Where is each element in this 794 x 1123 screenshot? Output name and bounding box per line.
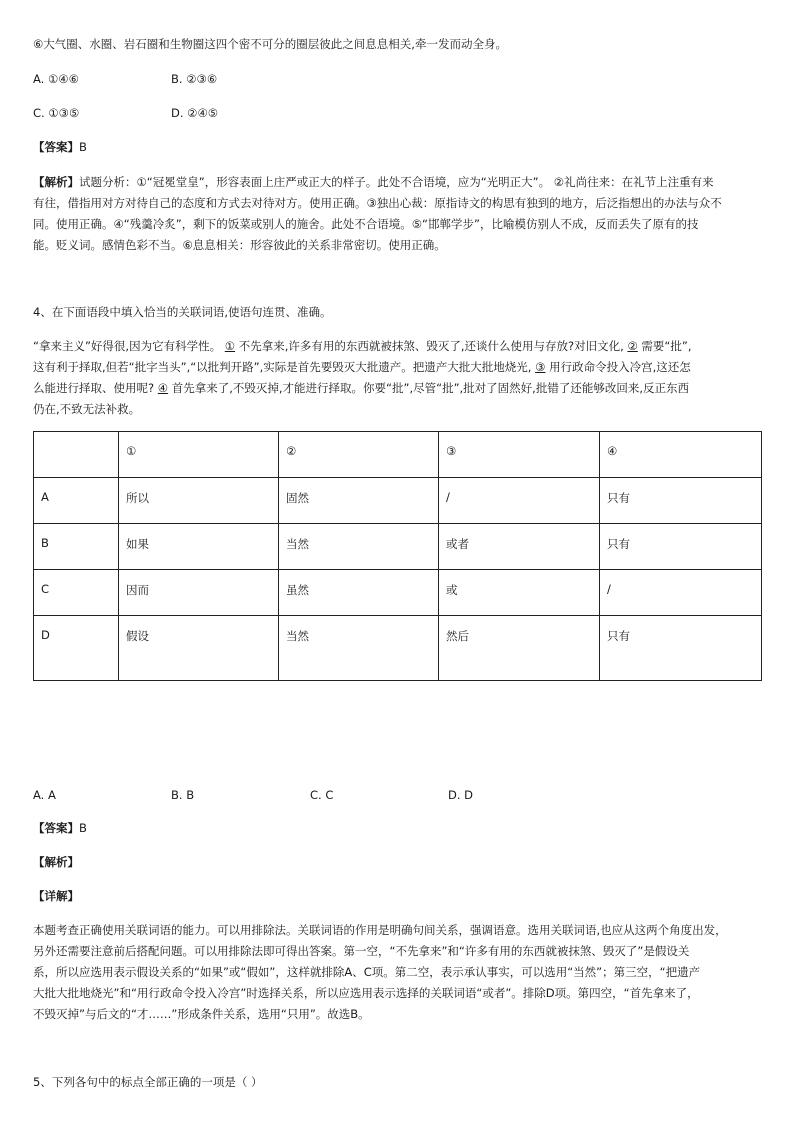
q4-blank-2: ② <box>627 339 638 353</box>
q3-option-a: A. ①④⑥ <box>33 72 79 86</box>
table-row <box>34 478 762 524</box>
q4-passage-text-3: 需要“批”, <box>641 339 692 353</box>
table-cell: D <box>34 616 119 681</box>
table-cell: 所以 <box>119 478 279 524</box>
table-cell: 固然 <box>279 478 439 524</box>
q4-passage-line-1 <box>33 338 691 354</box>
q4-detail-line-3: 系，所以应选用表示假设关系的“如果”或“假如”，这样就排除A、C项。第二空，表示承认事实，可以选用“当然”；第三空，“把遗产 <box>33 965 701 979</box>
q3-analysis-line-3: 同。使用正确。④“残羹冷炙”，剩下的饭菜或别人的施舍。此处不合语境。⑤“邯郸学步”，比喻模仿别人不成，反而丢失了原有的技 <box>33 217 699 231</box>
q3-analysis-line-4: 能。贬义词。感情色彩不当。⑥息息相关：形容彼此的关系非常密切。使用正确。 <box>33 238 446 252</box>
q4-option-c: C. C <box>310 788 334 802</box>
table-header-cell: ③ <box>439 432 600 478</box>
q3-option-c: C. ①③⑤ <box>33 106 80 120</box>
q3-option-b: B. ②③⑥ <box>171 72 218 86</box>
q4-answer-value: B <box>79 821 87 835</box>
q4-detail-line-4: 大批大批地烧光”和“用行政命令投入冷宫”时选择关系，所以应选用表示选择的关联词语“或者”。排除D项。第四空，“首先拿来了， <box>33 986 699 1000</box>
q3-item-6: ⑥大气圈、水圈、岩石圈和生物圈这四个密不可分的圈层彼此之间息息相关,牵一发而动全身。 <box>33 37 507 51</box>
q4-detail-line-5: 不毁灭掉”与后文的“才……”形成条件关系，选用“只用”。故选B。 <box>33 1007 370 1021</box>
table-header-cell: ② <box>279 432 439 478</box>
table-cell: A <box>34 478 119 524</box>
table-header-cell: ④ <box>600 432 762 478</box>
q4-detail-line-2: 另外还需要注意前后搭配问题。可以用排除法即可得出答案。第一空，“不先拿来”和“许多有用的东西就被抹煞、毁灭了”是假设关 <box>33 944 690 958</box>
q4-blank-1: ① <box>224 339 236 353</box>
table-cell: 当然 <box>279 524 439 570</box>
q4-passage-text-4: 这有利于择取,但若“批字当头”,“以批判开路”,实际是首先要毁灭大批遗产。把遗产大批大批地烧光, <box>33 360 532 374</box>
q4-passage-text-5: 用行政命令投入冷宫,这还怎 <box>549 360 691 374</box>
q4-detail-line-1: 本题考查正确使用关联词语的能力。可以用排除法。关联词语的作用是明确句间关系，强调语意。选用关联词语,也应从这两个角度出发， <box>33 923 727 937</box>
table-header-cell: ① <box>119 432 279 478</box>
q4-passage-text-7: 首先拿来了,不毁灭掉,才能进行择取。你要“批”,尽管“批”,批对了固然好,批错了还能够改回来,反正东西 <box>171 381 689 395</box>
q4-analysis-tag: 【解析】 <box>33 855 79 869</box>
q4-blank-3: ③ <box>535 360 546 374</box>
q5-stem: 5、下列各句中的标点全部正确的一项是（ ） <box>33 1075 263 1089</box>
table-cell: 或 <box>439 570 600 616</box>
q4-answer <box>33 820 87 836</box>
q4-passage-text-2: 不先拿来,许多有用的东西就被抹煞、毁灭了,还谈什么使用与存放?对旧文化, <box>238 339 624 353</box>
q3-option-d: D. ②④⑤ <box>171 106 219 120</box>
q3-analysis-line-2: 有往，借指用对方对待自己的态度和方式去对待对方。使用正确。③独出心裁：原指诗文的构思有独到的地方，后泛指想出的办法与众不 <box>33 196 722 210</box>
table-cell: 因而 <box>119 570 279 616</box>
q3-analysis-tag: 【解析】 <box>33 175 79 189</box>
q4-passage-text-1: “拿来主义”好得很,因为它有科学性。 <box>33 339 222 353</box>
q3-analysis-line-1 <box>33 174 714 190</box>
q4-blank-4: ④ <box>157 381 169 395</box>
table-row <box>34 524 762 570</box>
table-header-cell <box>34 432 119 478</box>
table-cell: / <box>600 570 762 616</box>
q3-analysis-text-1: 试题分析：①“冠冕堂皇”，形容表面上庄严或正大的样子。此处不合语境，应为“光明正大”。 ②礼尚往来：在礼节上注重有来 <box>79 175 714 189</box>
q4-option-d: D. D <box>448 788 474 802</box>
table-cell: 当然 <box>279 616 439 681</box>
q4-option-a: A. A <box>33 788 56 802</box>
table-cell: 或者 <box>439 524 600 570</box>
q4-passage-line-3 <box>33 380 689 396</box>
table-cell: 只有 <box>600 478 762 524</box>
q4-passage-line-4: 仍在,不致无法补救。 <box>33 402 141 416</box>
q4-answer-tag: 【答案】 <box>33 821 79 835</box>
table-header-row <box>34 432 762 478</box>
q3-answer <box>33 139 87 155</box>
q4-passage-text-6: 么能进行择取、使用呢? <box>33 381 155 395</box>
table-cell: B <box>34 524 119 570</box>
table-cell: 只有 <box>600 616 762 681</box>
table-cell: 假设 <box>119 616 279 681</box>
table-cell: C <box>34 570 119 616</box>
table-row <box>34 570 762 616</box>
q4-passage-line-2 <box>33 359 691 375</box>
q4-stem: 4、在下面语段中填入恰当的关联词语,使语句连贯、准确。 <box>33 305 332 319</box>
table-row <box>34 616 762 681</box>
table-cell: 如果 <box>119 524 279 570</box>
q4-option-b: B. B <box>171 788 195 802</box>
table-cell: 只有 <box>600 524 762 570</box>
table-cell: 然后 <box>439 616 600 681</box>
q4-options-table <box>33 431 762 681</box>
q4-detail-tag: 【详解】 <box>33 889 79 903</box>
table-cell: / <box>439 478 600 524</box>
q3-answer-value: B <box>79 140 87 154</box>
q3-answer-tag: 【答案】 <box>33 140 79 154</box>
table-cell: 虽然 <box>279 570 439 616</box>
